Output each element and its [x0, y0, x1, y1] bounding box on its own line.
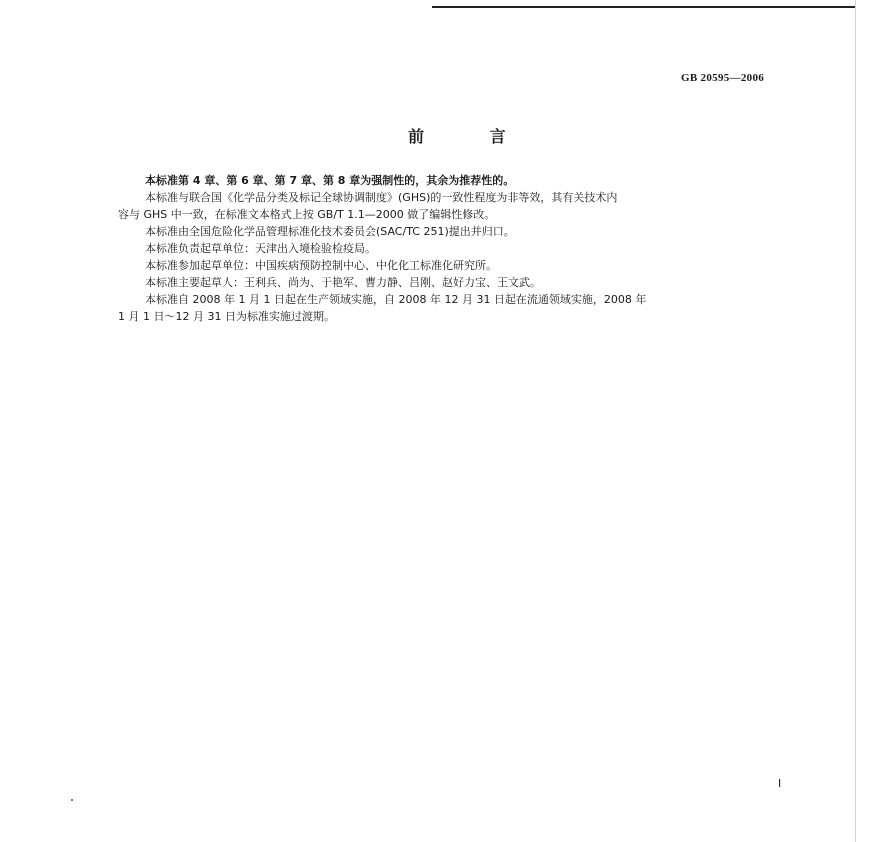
- page-number: Ⅰ: [778, 778, 782, 790]
- paragraph-mandatory-clauses: 本标准第 4 章、第 6 章、第 7 章、第 8 章为强制性的，其余为推荐性的。: [145, 174, 515, 187]
- paragraph-main-drafters: 本标准主要起草人：王利兵、尚为、于艳军、曹力静、吕刚、赵好力宝、王文武。: [145, 276, 541, 289]
- paragraph-implementation-dates: 本标准自 2008 年 1 月 1 日起在生产领域实施，自 2008 年 12 月 31 日起在流通领域实施，2008 年: [145, 293, 647, 306]
- paragraph-drafting-unit: 本标准负责起草单位：天津出入境检验检疫局。: [145, 242, 376, 255]
- scan-speck: [71, 799, 73, 801]
- paragraph-ghs-consistency: 本标准与联合国《化学品分类及标记全球协调制度》(GHS)的一致性程度为非等效，其有关技术内: [145, 191, 618, 204]
- standard-code: GB 20595—2006: [681, 72, 765, 84]
- paragraph-implementation-dates-cont: 1 月 1 日～12 月 31 日为标准实施过渡期。: [118, 310, 335, 323]
- paragraph-proposer: 本标准由全国危险化学品管理标准化技术委员会(SAC/TC 251)提出并归口。: [145, 225, 515, 238]
- page-title: 前 言: [408, 127, 536, 146]
- scan-border-line: [432, 6, 856, 8]
- paragraph-ghs-consistency-cont: 容与 GHS 中一致，在标准文本格式上按 GB/T 1.1—2000 做了编辑性修改。: [118, 208, 496, 221]
- scan-edge-shadow: [855, 0, 856, 842]
- paragraph-participating-units: 本标准参加起草单位：中国疾病预防控制中心、中化化工标准化研究所。: [145, 259, 497, 272]
